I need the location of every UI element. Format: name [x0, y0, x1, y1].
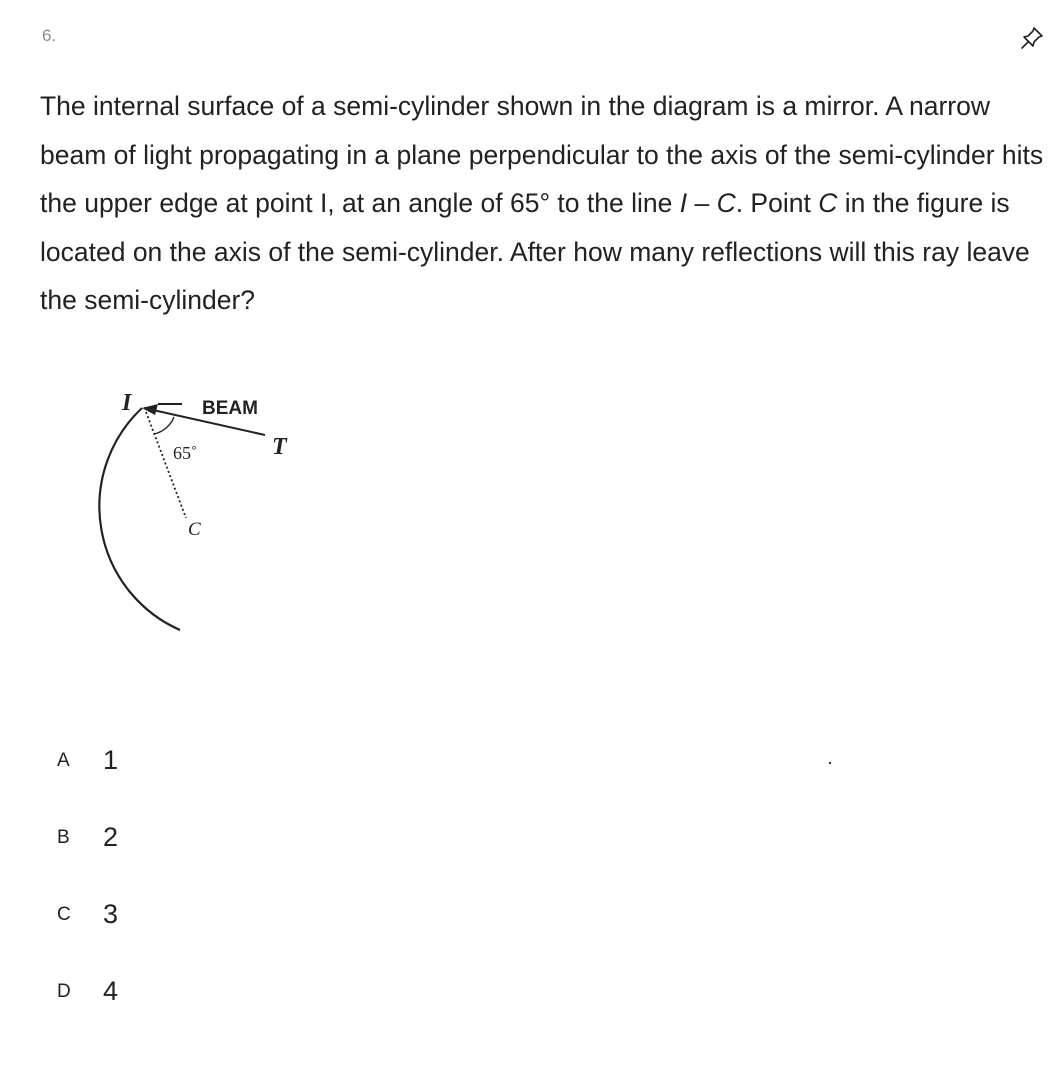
option-letter: D [57, 980, 71, 1002]
semi-cylinder-diagram [60, 380, 320, 650]
option-c[interactable] [55, 876, 118, 953]
beam-arrowhead [142, 404, 158, 415]
option-a[interactable] [55, 722, 118, 799]
label-i: I [122, 390, 132, 416]
angle-arc [154, 417, 174, 434]
question-text-part1: The internal surface of a semi-cylinder shown in the diagram is a mirror. A narrow beam of light propagating in a plane perpendicular to the axis of the semi-cylinder hits the upper edge at point I, at an angle of 65° to the line [40, 91, 1044, 218]
label-c: C [188, 519, 201, 540]
option-value: 2 [103, 822, 119, 852]
option-value: 4 [103, 976, 119, 1006]
option-value: 1 [103, 745, 119, 775]
point-c-label: C [716, 188, 736, 218]
label-angle: 65˚ [173, 443, 197, 463]
point-c-label-2: C [818, 188, 838, 218]
stray-dot [829, 762, 831, 764]
pushpin-icon[interactable] [1018, 24, 1046, 52]
question-text [40, 82, 1050, 325]
option-b[interactable] [55, 799, 118, 876]
option-letter: C [57, 903, 71, 925]
option-letter: B [57, 826, 70, 848]
option-d[interactable] [55, 953, 118, 1030]
answer-options [55, 722, 118, 1030]
label-t: T [272, 434, 287, 460]
label-beam: BEAM [202, 398, 258, 419]
question-text-part3: in the figure is located on the axis of the semi-cylinder. After how many reflections will this ray leave the semi-cylinder? [40, 188, 1030, 315]
option-letter: A [57, 749, 70, 771]
point-i-label: I [679, 188, 688, 218]
dash: – [687, 188, 717, 218]
question-number: 6. [42, 26, 57, 45]
question-text-part2: . Point [735, 188, 819, 218]
option-value: 3 [103, 899, 119, 929]
mirror-arc [99, 408, 180, 630]
